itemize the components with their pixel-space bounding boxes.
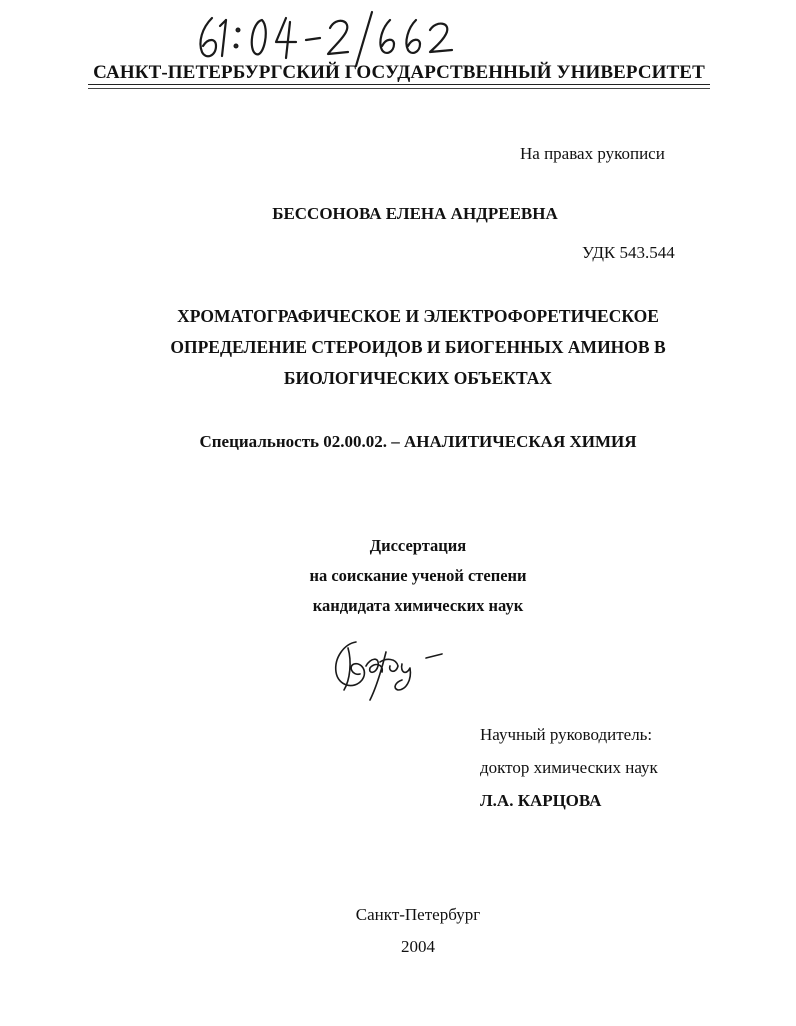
supervisor-label: Научный руководитель: bbox=[480, 725, 653, 744]
thesis-line: на соискание ученой степени bbox=[309, 566, 527, 585]
manuscript-note: На правах рукописи bbox=[520, 144, 665, 163]
thesis-description bbox=[0, 531, 796, 621]
year: 2004 bbox=[401, 937, 435, 956]
footer bbox=[0, 899, 796, 963]
udc-code: УДК 543.544 bbox=[582, 243, 675, 262]
title-line: БИОЛОГИЧЕСКИХ ОБЪЕКТАХ bbox=[283, 368, 553, 388]
supervisor-block bbox=[480, 718, 658, 817]
title-line: ХРОМАТОГРАФИЧЕСКОЕ И ЭЛЕКТРОФОРЕТИЧЕСКОЕ bbox=[177, 306, 659, 326]
speciality: Специальность 02.00.02. – АНАЛИТИЧЕСКАЯ ХИМИЯ bbox=[199, 432, 637, 451]
city: Санкт-Петербург bbox=[355, 905, 481, 924]
thesis-line: Диссертация bbox=[369, 536, 467, 555]
header-rule-thin bbox=[88, 88, 710, 89]
header-rule bbox=[88, 84, 710, 85]
title-line: ОПРЕДЕЛЕНИЕ СТЕРОИДОВ И БИОГЕННЫХ АМИНОВ В bbox=[170, 337, 666, 357]
dissertation-title bbox=[0, 301, 796, 394]
handwritten-signature-icon bbox=[326, 628, 456, 706]
supervisor-name: Л.А. КАРЦОВА bbox=[480, 791, 602, 810]
author-name: БЕССОНОВА ЕЛЕНА АНДРЕЕВНА bbox=[272, 204, 558, 223]
archive-number-handwriting bbox=[190, 6, 460, 68]
supervisor-degree: доктор химических наук bbox=[480, 758, 658, 777]
university-name: САНКТ-ПЕТЕРБУРГСКИЙ ГОСУДАРСТВЕННЫЙ УНИВЕРСИТЕТ bbox=[93, 62, 705, 83]
thesis-line: кандидата химических наук bbox=[312, 596, 524, 615]
